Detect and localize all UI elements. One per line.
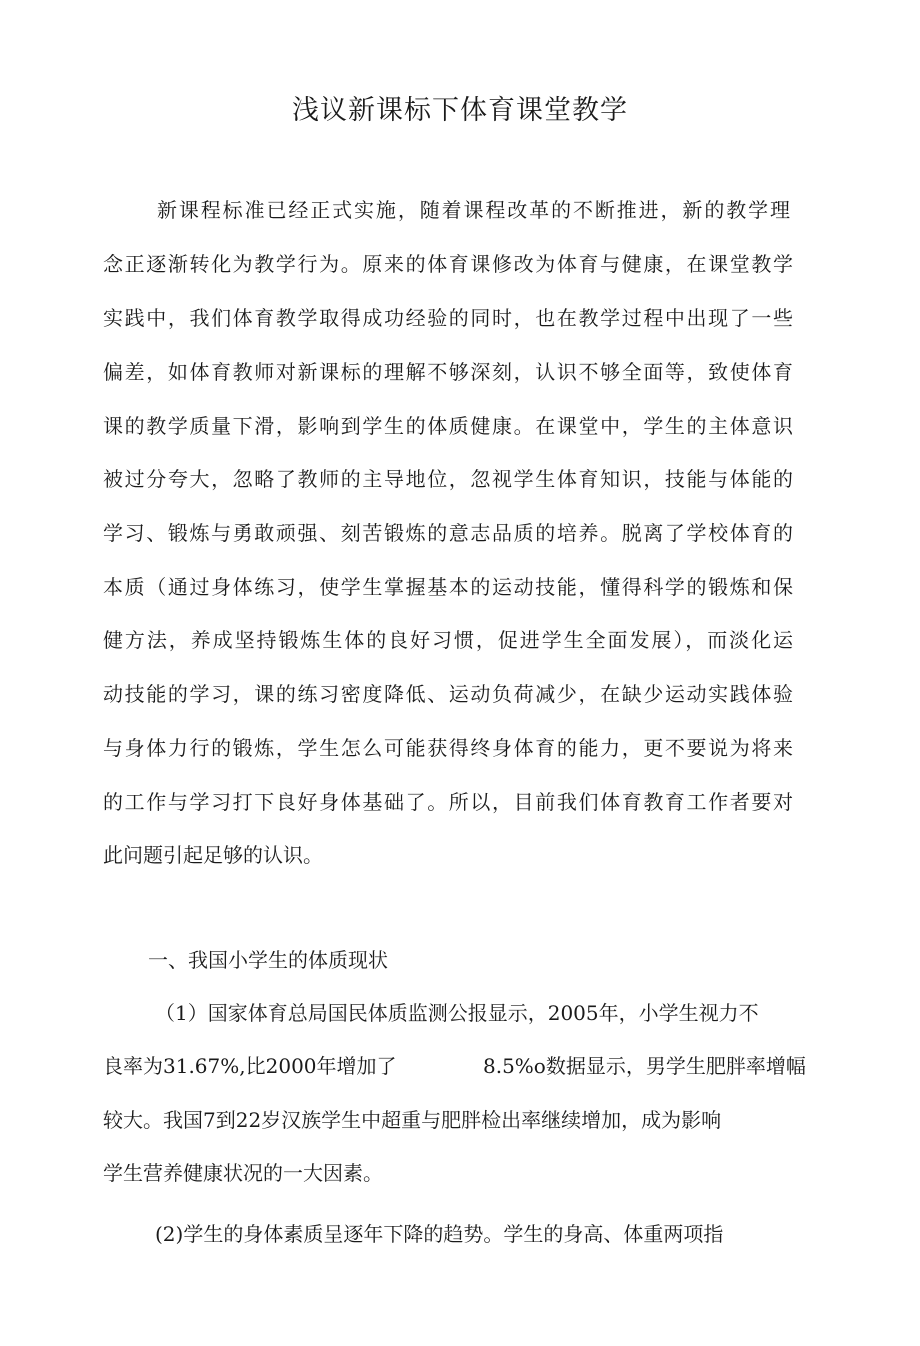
intro-line: 健方法，养成坚持锻炼生体的良好习惯，促进学生全面发展），而淡化运 <box>103 628 793 652</box>
intro-line: 新课程标准已经正式实施，随着课程改革的不断推进，新的教学理 <box>157 198 790 222</box>
intro-line: 念正逐渐转化为教学行为。原来的体育课修改为体育与健康，在课堂教学 <box>103 252 793 276</box>
intro-line: 与身体力行的锻炼，学生怎么可能获得终身体育的能力，更不要说为将来 <box>103 736 793 760</box>
intro-line: 的工作与学习打下良好身体基础了。所以，目前我们体育教育工作者要对 <box>103 790 793 814</box>
intro-line: 实践中，我们体育教学取得成功经验的同时，也在教学过程中出现了一些 <box>103 306 793 330</box>
intro-line: 学习、锻炼与勇敢顽强、刻苦锻炼的意志品质的培养。脱离了学校体育的 <box>103 521 793 545</box>
item-2-line: (2)学生的身体素质呈逐年下降的趋势。学生的身高、体重两项指 <box>155 1222 724 1246</box>
intro-line: 偏差，如体育教师对新课标的理解不够深刻，认识不够全面等，致使体育 <box>103 360 793 384</box>
section-heading: 一、我国小学生的体质现状 <box>148 948 388 972</box>
intro-line: 被过分夸大，忽略了教师的主导地位，忽视学生体育知识，技能与体能的 <box>103 467 793 491</box>
intro-line: 此问题引起足够的认识。 <box>103 843 323 867</box>
item-1-line: （1）国家体育总局国民体质监测公报显示，2005年，小学生视力不 <box>155 1001 759 1025</box>
item-1-line: 学生营养健康状况的一大因素。 <box>103 1161 383 1185</box>
intro-line: 课的教学质量下滑，影响到学生的体质健康。在课堂中，学生的主体意识 <box>103 414 793 438</box>
intro-line: 本质（通过身体练习，使学生掌握基本的运动技能，懂得科学的锻炼和保 <box>103 575 793 599</box>
document-title: 浅议新课标下体育课堂教学 <box>292 95 628 126</box>
intro-line: 动技能的学习，课的练习密度降低、运动负荷减少，在缺少运动实践体验 <box>103 682 793 706</box>
item-1-line: 8.5%o数据显示，男学生肥胖率增幅 <box>483 1054 806 1078</box>
item-1-line: 较大。我国7到22岁汉族学生中超重与肥胖检出率继续增加，成为影响 <box>103 1108 722 1132</box>
item-1-line: 良率为31.67%,比2000年增加了 <box>103 1054 397 1078</box>
